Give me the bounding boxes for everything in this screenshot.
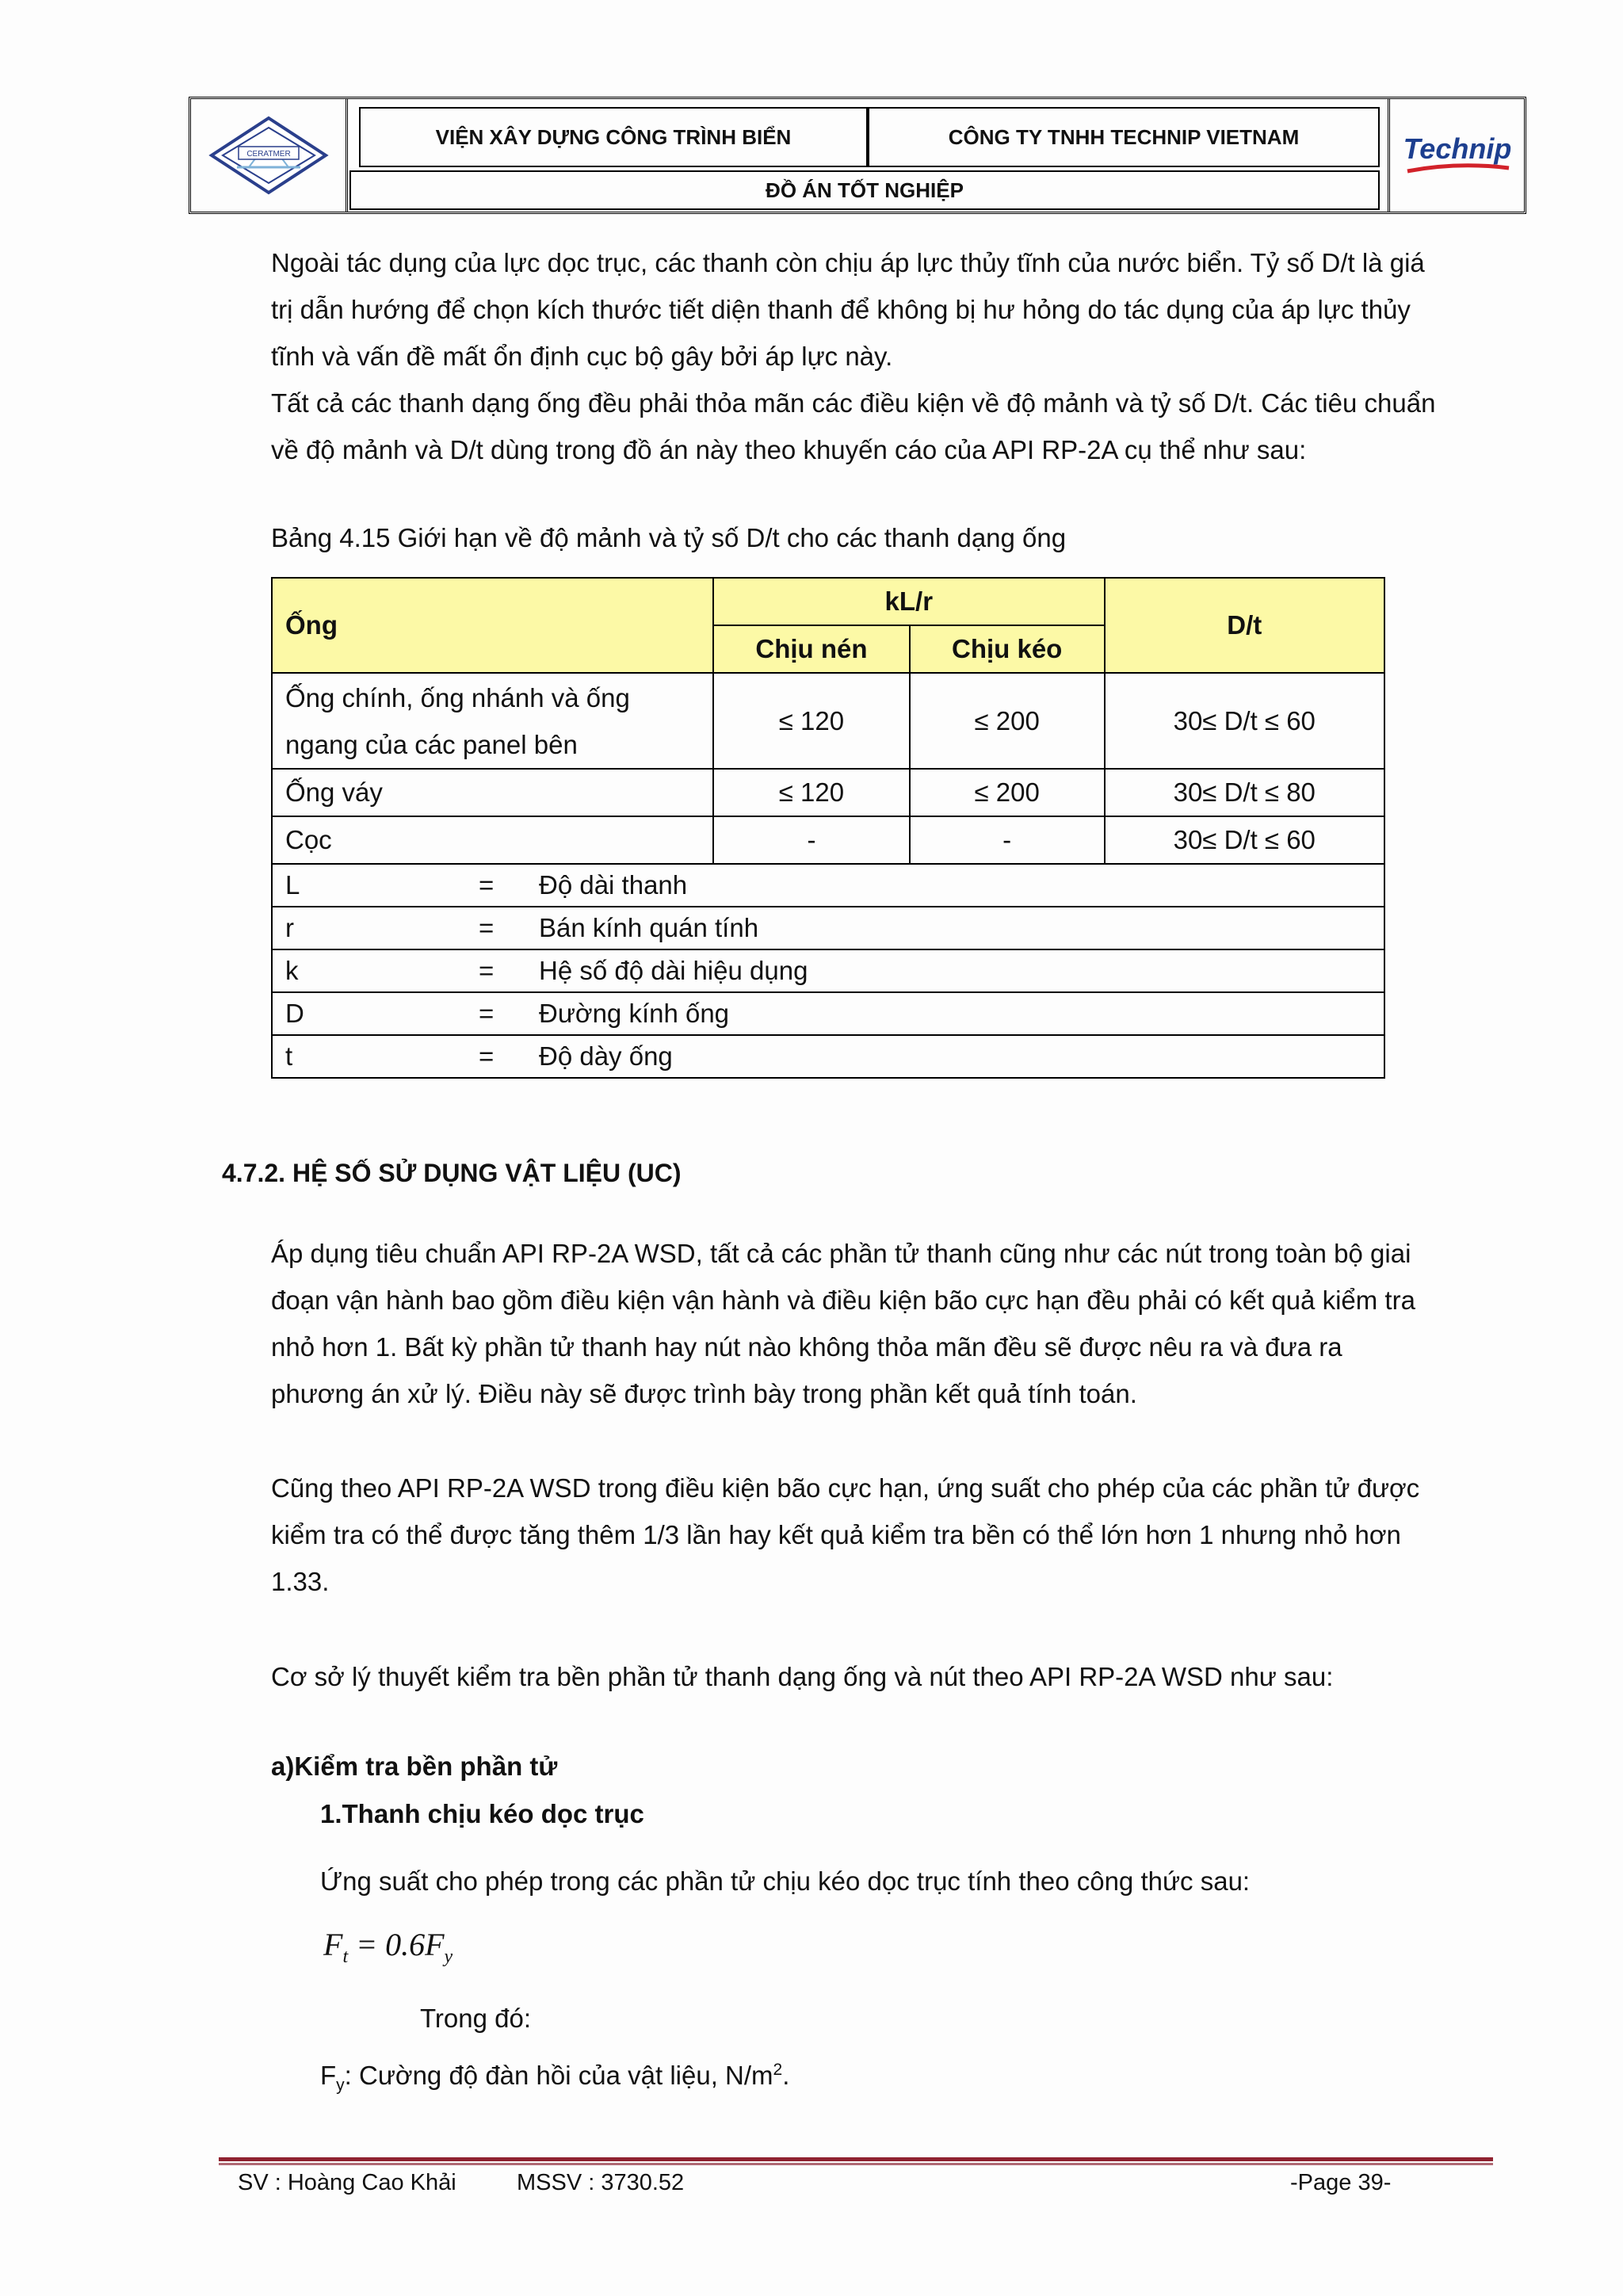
- legend-equals: =: [479, 1041, 495, 1071]
- legend-cell: [272, 949, 1384, 992]
- text-line: Tất cả các thanh dạng ống đều phải thỏa mãn các điều kiện về độ mảnh và tỷ số D/t. Các tiêu chuẩn: [271, 388, 1436, 418]
- table-row: [272, 673, 1384, 769]
- legend-cell: [272, 992, 1384, 1035]
- fy-text: : Cường độ đàn hồi của vật liệu, N/m: [344, 2061, 773, 2090]
- legend-equals: =: [479, 913, 495, 942]
- paragraph-uc-2: [271, 1465, 1491, 1605]
- legend-row: [272, 864, 1384, 907]
- footer-rule: [219, 2157, 1493, 2161]
- ceratmer-logo-icon: [205, 112, 332, 199]
- technip-logo-icon: [1398, 124, 1517, 187]
- row-name: Ống váy: [272, 769, 713, 816]
- legend-desc: Độ dài thanh: [539, 870, 688, 900]
- legend-cell: [272, 864, 1384, 907]
- fy-subscript: y: [336, 2076, 345, 2095]
- fy-definition: [320, 2061, 789, 2095]
- formula-ft: [323, 1926, 453, 1968]
- legend-cell: [272, 907, 1384, 949]
- footer-page: -Page 39-: [1290, 2170, 1392, 2195]
- legend-equals: =: [479, 999, 495, 1028]
- slenderness-table: [271, 577, 1385, 1079]
- legend-desc: Hệ số độ dài hiệu dụng: [539, 956, 808, 985]
- row-nen: ≤ 120: [713, 673, 910, 769]
- legend-row: [272, 907, 1384, 949]
- header-chiu-keo: Chịu kéo: [910, 625, 1105, 673]
- text-line: trị dẫn hướng để chọn kích thước tiết diện thanh để không bị hư hỏng do tác dụng của áp lực thủy: [271, 295, 1411, 324]
- row-dt: 30≤ D/t ≤ 60: [1105, 673, 1384, 769]
- text-line: Áp dụng tiêu chuẩn API RP-2A WSD, tất cả các phần tử thanh cũng như các nút trong toàn bộ giai: [271, 1239, 1411, 1268]
- header-dt: D/t: [1105, 578, 1384, 673]
- table-row: [272, 816, 1384, 864]
- legend-symbol: t: [285, 1041, 293, 1071]
- formula-part: F: [323, 1927, 343, 1962]
- header-ong: Ống: [272, 578, 713, 673]
- text-line: phương án xử lý. Điều này sẽ được trình bày trong phần kết quả tính toán.: [271, 1379, 1137, 1408]
- row-keo: -: [910, 816, 1105, 864]
- footer-student: SV : Hoàng Cao Khải: [238, 2170, 456, 2195]
- legend-row: [272, 1035, 1384, 1078]
- svg-text:Technip: Technip: [1403, 132, 1511, 165]
- row-name: Cọc: [272, 816, 713, 864]
- company-name: CÔNG TY TNHH TECHNIP VIETNAM: [868, 107, 1380, 167]
- ceratmer-logo: [191, 99, 348, 212]
- page-header: [189, 97, 1526, 214]
- section-heading: 4.7.2. HỆ SỐ SỬ DỤNG VẬT LIỆU (UC): [222, 1159, 682, 1187]
- paragraph-intro: [271, 239, 1491, 473]
- row-dt: 30≤ D/t ≤ 80: [1105, 769, 1384, 816]
- fy-symbol: F: [320, 2061, 337, 2090]
- row-keo: ≤ 200: [910, 673, 1105, 769]
- table-caption: Bảng 4.15 Giới hạn về độ mảnh và tỷ số D/t cho các thanh dạng ống: [271, 523, 1067, 552]
- legend-equals: =: [479, 870, 495, 900]
- row-nen: ≤ 120: [713, 769, 910, 816]
- legend-symbol: k: [285, 956, 299, 985]
- fy-superscript: 2: [773, 2061, 783, 2079]
- text-line: 1.33.: [271, 1567, 330, 1596]
- row-dt: 30≤ D/t ≤ 60: [1105, 816, 1384, 864]
- legend-cell: [272, 1035, 1384, 1078]
- paragraph-uc-3: Cơ sở lý thuyết kiểm tra bền phần tử thanh dạng ống và nút theo API RP-2A WSD như sau:: [271, 1662, 1334, 1691]
- fy-end: .: [782, 2061, 790, 2090]
- text-line: Ngoài tác dụng của lực dọc trục, các thanh còn chịu áp lực thủy tĩnh của nước biển. Tỷ số D/t là giá: [271, 248, 1425, 277]
- row-name-line: Ống chính, ống nhánh và ống: [285, 682, 630, 712]
- row-nen: -: [713, 816, 910, 864]
- svg-text:CERATMER: CERATMER: [246, 150, 291, 159]
- text-line: kiểm tra có thể được tăng thêm 1/3 lần hay kết quả kiểm tra bền có thể lớn hơn 1 nhưng nhỏ hơn: [271, 1520, 1401, 1549]
- document-subtitle: ĐỒ ÁN TỐT NGHIỆP: [349, 170, 1380, 210]
- legend-desc: Bán kính quán tính: [539, 913, 759, 942]
- text-line: tĩnh và vấn đề mất ổn định cục bộ gây bởi áp lực này.: [271, 342, 893, 371]
- table-row: [272, 769, 1384, 816]
- row-name-line: ngang của các panel bên: [285, 729, 578, 759]
- formula-sub: y: [444, 1946, 453, 1967]
- institute-name: VIỆN XÂY DỰNG CÔNG TRÌNH BIỂN: [359, 107, 868, 167]
- header-klr: kL/r: [713, 578, 1104, 625]
- technip-logo: [1388, 99, 1524, 212]
- subsection-1: 1.Thanh chịu kéo dọc trục: [320, 1799, 644, 1828]
- legend-symbol: r: [285, 913, 294, 942]
- formula-part: = 0.6F: [348, 1927, 445, 1962]
- legend-equals: =: [479, 956, 495, 985]
- row-name: [272, 673, 713, 769]
- legend-row: [272, 949, 1384, 992]
- legend-desc: Đường kính ống: [539, 999, 730, 1028]
- footer-mssv: MSSV : 3730.52: [517, 2170, 685, 2195]
- legend-symbol: L: [285, 870, 300, 900]
- formula-sub: t: [342, 1946, 349, 1967]
- text-line: đoạn vận hành bao gồm điều kiện vận hành và điều kiện bão cực hạn đều phải có kết quả kiểm tra: [271, 1286, 1415, 1315]
- subsection-a: a)Kiểm tra bền phần tử: [271, 1752, 558, 1781]
- paragraph-uc-1: [271, 1230, 1491, 1417]
- allowable-stress-text: Ứng suất cho phép trong các phần tử chịu kéo dọc trục tính theo công thức sau:: [320, 1866, 1251, 1896]
- legend-symbol: D: [285, 999, 304, 1028]
- text-line: Cũng theo API RP-2A WSD trong điều kiện bão cực hạn, ứng suất cho phép của các phần tử được: [271, 1473, 1420, 1503]
- where-label: Trong đó:: [420, 2004, 532, 2033]
- row-keo: ≤ 200: [910, 769, 1105, 816]
- legend-desc: Độ dày ống: [539, 1041, 673, 1071]
- footer-rule-thin: [219, 2163, 1493, 2165]
- text-line: nhỏ hơn 1. Bất kỳ phần tử thanh hay nút nào không thỏa mãn đều sẽ được nêu ra và đưa ra: [271, 1332, 1342, 1362]
- text-line: về độ mảnh và D/t dùng trong đồ án này theo khuyến cáo của API RP-2A cụ thể như sau:: [271, 435, 1307, 464]
- legend-row: [272, 992, 1384, 1035]
- header-chiu-nen: Chịu nén: [713, 625, 910, 673]
